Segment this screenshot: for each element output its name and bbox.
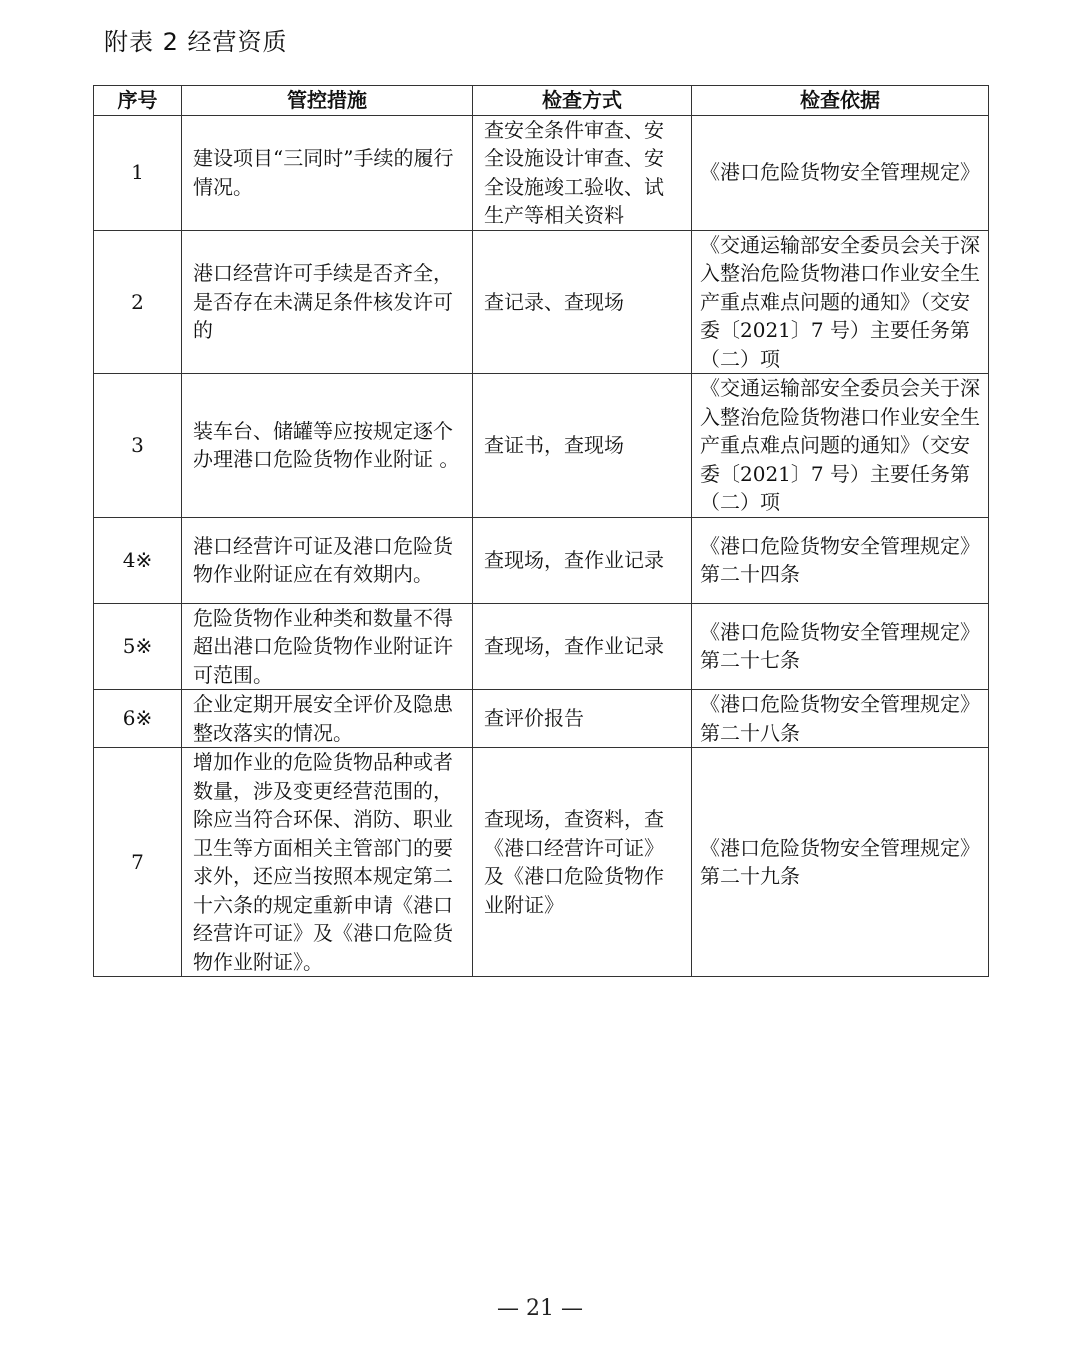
inspection-method-cell: 查现场，查作业记录 <box>473 603 692 690</box>
table-row <box>94 230 989 374</box>
control-measure-cell: 增加作业的危险货物品种或者数量，涉及变更经营范围的，除应当符合环保、消防、职业卫生等方面相关主管部门的要求外，还应当按照本规定第二十六条的规定重新申请《港口经营许可证》及《港口危险货物作业附证》。 <box>182 748 473 977</box>
table-header-row <box>94 86 989 116</box>
control-measure-cell: 装车台、储罐等应按规定逐个办理港口危险货物作业附证 。 <box>182 374 473 518</box>
control-measure-cell: 建设项目“三同时”手续的履行情况。 <box>182 115 473 230</box>
row-number: 7 <box>94 748 182 977</box>
inspection-basis-cell: 《港口危险货物安全管理规定》第二十九条 <box>692 748 989 977</box>
inspection-basis-cell: 《交通运输部安全委员会关于深入整治危险货物港口作业安全生产重点难点问题的通知》（交安委〔2021〕7 号）主要任务第（二）项 <box>692 374 989 518</box>
row-number: 2 <box>94 230 182 374</box>
inspection-basis-cell: 《港口危险货物安全管理规定》 <box>692 115 989 230</box>
control-measure-cell: 企业定期开展安全评价及隐患整改落实的情况。 <box>182 690 473 748</box>
row-number: 3 <box>94 374 182 518</box>
qualification-table <box>93 85 989 977</box>
row-number: 5※ <box>94 603 182 690</box>
inspection-basis-cell: 《港口危险货物安全管理规定》第二十七条 <box>692 603 989 690</box>
inspection-basis-cell: 《港口危险货物安全管理规定》第二十四条 <box>692 517 989 603</box>
table-row <box>94 115 989 230</box>
header-inspection-method: 检查方式 <box>473 86 692 116</box>
page-title: 附表 2 经营资质 <box>104 28 288 56</box>
page-number: — 21 — <box>497 1296 583 1321</box>
inspection-method-cell: 查现场，查资料，查《港口经营许可证》及《港口危险货物作业附证》 <box>473 748 692 977</box>
inspection-method-cell: 查现场，查作业记录 <box>473 517 692 603</box>
header-control-measure: 管控措施 <box>182 86 473 116</box>
table-row <box>94 517 989 603</box>
inspection-method-cell: 查评价报告 <box>473 690 692 748</box>
table-row <box>94 748 989 977</box>
control-measure-cell: 港口经营许可手续是否齐全，是否存在未满足条件核发许可的 <box>182 230 473 374</box>
control-measure-cell: 危险货物作业种类和数量不得超出港口危险货物作业附证许可范围。 <box>182 603 473 690</box>
inspection-method-cell: 查安全条件审查、安全设施设计审查、安全设施竣工验收、试生产等相关资料 <box>473 115 692 230</box>
row-number: 6※ <box>94 690 182 748</box>
table-row <box>94 690 989 748</box>
inspection-method-cell: 查证书，查现场 <box>473 374 692 518</box>
table-row <box>94 603 989 690</box>
inspection-method-cell: 查记录、查现场 <box>473 230 692 374</box>
table-row <box>94 374 989 518</box>
row-number: 1 <box>94 115 182 230</box>
row-number: 4※ <box>94 517 182 603</box>
control-measure-cell: 港口经营许可证及港口危险货物作业附证应在有效期内。 <box>182 517 473 603</box>
header-serial-no: 序号 <box>94 86 182 116</box>
inspection-basis-cell: 《港口危险货物安全管理规定》第二十八条 <box>692 690 989 748</box>
inspection-basis-cell: 《交通运输部安全委员会关于深入整治危险货物港口作业安全生产重点难点问题的通知》（交安委〔2021〕7 号）主要任务第（二）项 <box>692 230 989 374</box>
header-inspection-basis: 检查依据 <box>692 86 989 116</box>
